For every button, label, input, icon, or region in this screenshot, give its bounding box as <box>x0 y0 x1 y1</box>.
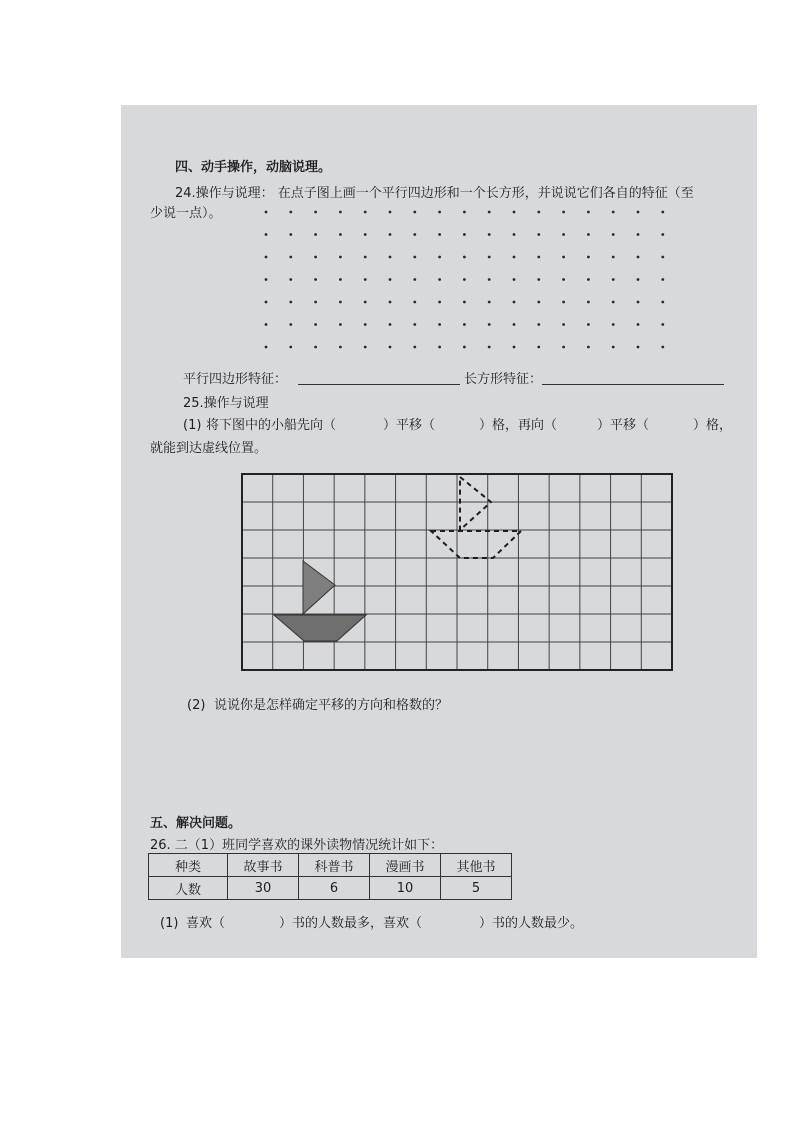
grid-dot <box>488 211 491 214</box>
grid-dot <box>488 256 491 259</box>
grid-dot <box>463 323 466 326</box>
grid-dot <box>265 278 268 281</box>
parallelogram-feature-label: 平行四边形特征： <box>183 372 288 387</box>
q25-part1-number: (1) <box>183 418 202 433</box>
q26-part1-number: (1) <box>160 916 179 931</box>
grid-dot <box>587 301 590 304</box>
grid-dot <box>513 256 516 259</box>
boat-target-outline <box>431 477 521 558</box>
boat-hull <box>274 615 366 641</box>
q25-title: 25.操作与说理 <box>183 396 269 411</box>
grid-dot <box>587 211 590 214</box>
grid-dot <box>637 256 640 259</box>
table-cell: 科普书 <box>299 854 370 877</box>
q25-part1-text-b: ）平移（ <box>383 418 436 433</box>
grid-dot <box>438 301 441 304</box>
grid-dot <box>364 233 367 236</box>
grid-dot <box>562 233 565 236</box>
grid-dot <box>339 278 342 281</box>
grid-dot <box>314 323 317 326</box>
grid-dot <box>389 323 392 326</box>
grid-dot <box>513 233 516 236</box>
q24-instruction-line1: 24.操作与说理： 在点子图上画一个平行四边形和一个长方形，并说说它们各自的特征（至 <box>175 186 694 201</box>
grid-dot <box>513 211 516 214</box>
table-cell: 其他书 <box>441 854 512 877</box>
grid-dot <box>413 256 416 259</box>
grid-dot <box>265 346 268 349</box>
dashed-sail <box>460 477 491 530</box>
table-cell: 10 <box>370 877 441 900</box>
grid-dot <box>537 323 540 326</box>
grid-dot <box>562 346 565 349</box>
grid-dot <box>265 233 268 236</box>
grid-dot <box>488 301 491 304</box>
grid-dot <box>314 233 317 236</box>
dot-paper[interactable] <box>258 206 678 348</box>
grid-dot <box>339 301 342 304</box>
q26-part1-text-c: ）书的人数最少。 <box>479 916 584 931</box>
grid-dot <box>389 256 392 259</box>
grid-dot <box>438 346 441 349</box>
grid-dot <box>413 301 416 304</box>
grid-dot <box>339 346 342 349</box>
grid-dot <box>463 211 466 214</box>
grid-dot <box>612 256 615 259</box>
boat-sail <box>303 561 335 614</box>
grid-dot <box>537 346 540 349</box>
grid-dot <box>587 233 590 236</box>
grid-dot <box>537 278 540 281</box>
table-cell: 30 <box>228 877 299 900</box>
grid-dot <box>438 323 441 326</box>
grid-dot <box>389 301 392 304</box>
boat-translation-grid <box>241 473 673 671</box>
grid-dot <box>289 278 292 281</box>
grid-dot <box>562 301 565 304</box>
grid-dot <box>513 323 516 326</box>
grid-dot <box>413 278 416 281</box>
grid-dot <box>364 278 367 281</box>
grid-dot <box>314 256 317 259</box>
table-cell: 6 <box>299 877 370 900</box>
grid-dot <box>364 211 367 214</box>
q25-part1-text-d: ）平移（ <box>597 418 650 433</box>
grid-dot <box>661 323 664 326</box>
grid-dot <box>463 278 466 281</box>
section-5-title: 五、解决问题。 <box>150 816 242 831</box>
grid-dot <box>562 323 565 326</box>
grid-dot <box>513 278 516 281</box>
q26-part1-text-a: 喜欢（ <box>186 916 226 931</box>
grid-dot <box>661 233 664 236</box>
table-cell: 漫画书 <box>370 854 441 877</box>
parallelogram-feature-answer-line[interactable] <box>298 384 460 385</box>
q24-instruction-line2: 少说一点）。 <box>150 206 222 221</box>
grid-dot <box>661 211 664 214</box>
q26-intro: 26. 二（1）班同学喜欢的课外读物情况统计如下： <box>150 838 444 853</box>
grid-dot <box>438 233 441 236</box>
grid-dot <box>562 256 565 259</box>
grid-dot <box>314 211 317 214</box>
table-cell: 故事书 <box>228 854 299 877</box>
section-4-title: 四、动手操作，动脑说理。 <box>175 160 332 175</box>
grid-dot <box>537 211 540 214</box>
table-cell: 5 <box>441 877 512 900</box>
grid-dot <box>537 256 540 259</box>
reading-stats-table <box>148 853 512 900</box>
grid-dot <box>413 233 416 236</box>
grid-dot <box>389 346 392 349</box>
grid-dot <box>364 256 367 259</box>
q25-part1-text-e: ）格， <box>693 418 733 433</box>
grid-dot <box>289 301 292 304</box>
q26-part1-text-b: ）书的人数最多，喜欢（ <box>279 916 423 931</box>
grid-dot <box>463 346 466 349</box>
table-row <box>149 877 512 900</box>
grid-dot <box>612 346 615 349</box>
grid-dot <box>612 301 615 304</box>
grid-dot <box>637 211 640 214</box>
grid-dot <box>587 323 590 326</box>
grid-dot <box>438 278 441 281</box>
grid-dot <box>488 323 491 326</box>
grid-dot <box>339 233 342 236</box>
grid-dot <box>488 233 491 236</box>
rectangle-feature-label: 长方形特征： <box>464 372 543 387</box>
q25-part1-text-a: 将下图中的小船先向（ <box>206 418 337 433</box>
grid-dot <box>364 346 367 349</box>
grid-dot <box>438 211 441 214</box>
grid-dot <box>612 211 615 214</box>
grid-dot <box>265 301 268 304</box>
grid-dot <box>661 301 664 304</box>
grid-dot <box>389 211 392 214</box>
grid-dot <box>612 323 615 326</box>
grid-dot <box>513 301 516 304</box>
grid-dot <box>661 278 664 281</box>
grid-dot <box>513 346 516 349</box>
grid-dot <box>289 233 292 236</box>
grid-dot <box>587 256 590 259</box>
grid-dot <box>438 256 441 259</box>
q25-part1-text-c: ）格，再向（ <box>479 418 558 433</box>
grid-dot <box>661 256 664 259</box>
grid-dot <box>661 346 664 349</box>
q25-part2-text: 说说你是怎样确定平移的方向和格数的？ <box>214 698 449 713</box>
q25-part2-number: (2) <box>187 698 206 713</box>
grid-dot <box>364 323 367 326</box>
grid-dot <box>389 233 392 236</box>
table-cell: 种类 <box>149 854 228 877</box>
grid-dot <box>413 211 416 214</box>
grid-dot <box>289 211 292 214</box>
table-row <box>149 854 512 877</box>
grid-dot <box>413 346 416 349</box>
grid-dot <box>488 278 491 281</box>
grid-dot <box>587 278 590 281</box>
grid-dot <box>637 233 640 236</box>
grid-dot <box>612 233 615 236</box>
grid-dot <box>289 323 292 326</box>
grid-dot <box>289 346 292 349</box>
grid-dot <box>389 278 392 281</box>
grid-dot <box>339 256 342 259</box>
grid-dot <box>413 323 416 326</box>
grid-dot <box>488 346 491 349</box>
grid-dot <box>637 278 640 281</box>
grid-dot <box>463 233 466 236</box>
dashed-hull <box>431 531 521 558</box>
grid-dot <box>612 278 615 281</box>
grid-dot <box>314 278 317 281</box>
grid-dot <box>562 211 565 214</box>
rectangle-feature-answer-line[interactable] <box>542 384 724 385</box>
grid-dot <box>463 256 466 259</box>
grid-dot <box>314 301 317 304</box>
grid-dot <box>314 346 317 349</box>
grid-dot <box>265 211 268 214</box>
grid-dot <box>637 323 640 326</box>
grid-dot <box>364 301 367 304</box>
grid-dot <box>637 301 640 304</box>
table-cell: 人数 <box>149 877 228 900</box>
grid-dot <box>562 278 565 281</box>
grid-dot <box>537 233 540 236</box>
grid-dot <box>265 323 268 326</box>
grid-dot <box>537 301 540 304</box>
grid-dot <box>289 256 292 259</box>
q25-part1-text-f: 就能到达虚线位置。 <box>150 441 268 456</box>
grid-dot <box>339 323 342 326</box>
grid-dot <box>463 301 466 304</box>
grid-dot <box>637 346 640 349</box>
grid-dot <box>265 256 268 259</box>
grid-dot <box>587 346 590 349</box>
grid-dot <box>339 211 342 214</box>
